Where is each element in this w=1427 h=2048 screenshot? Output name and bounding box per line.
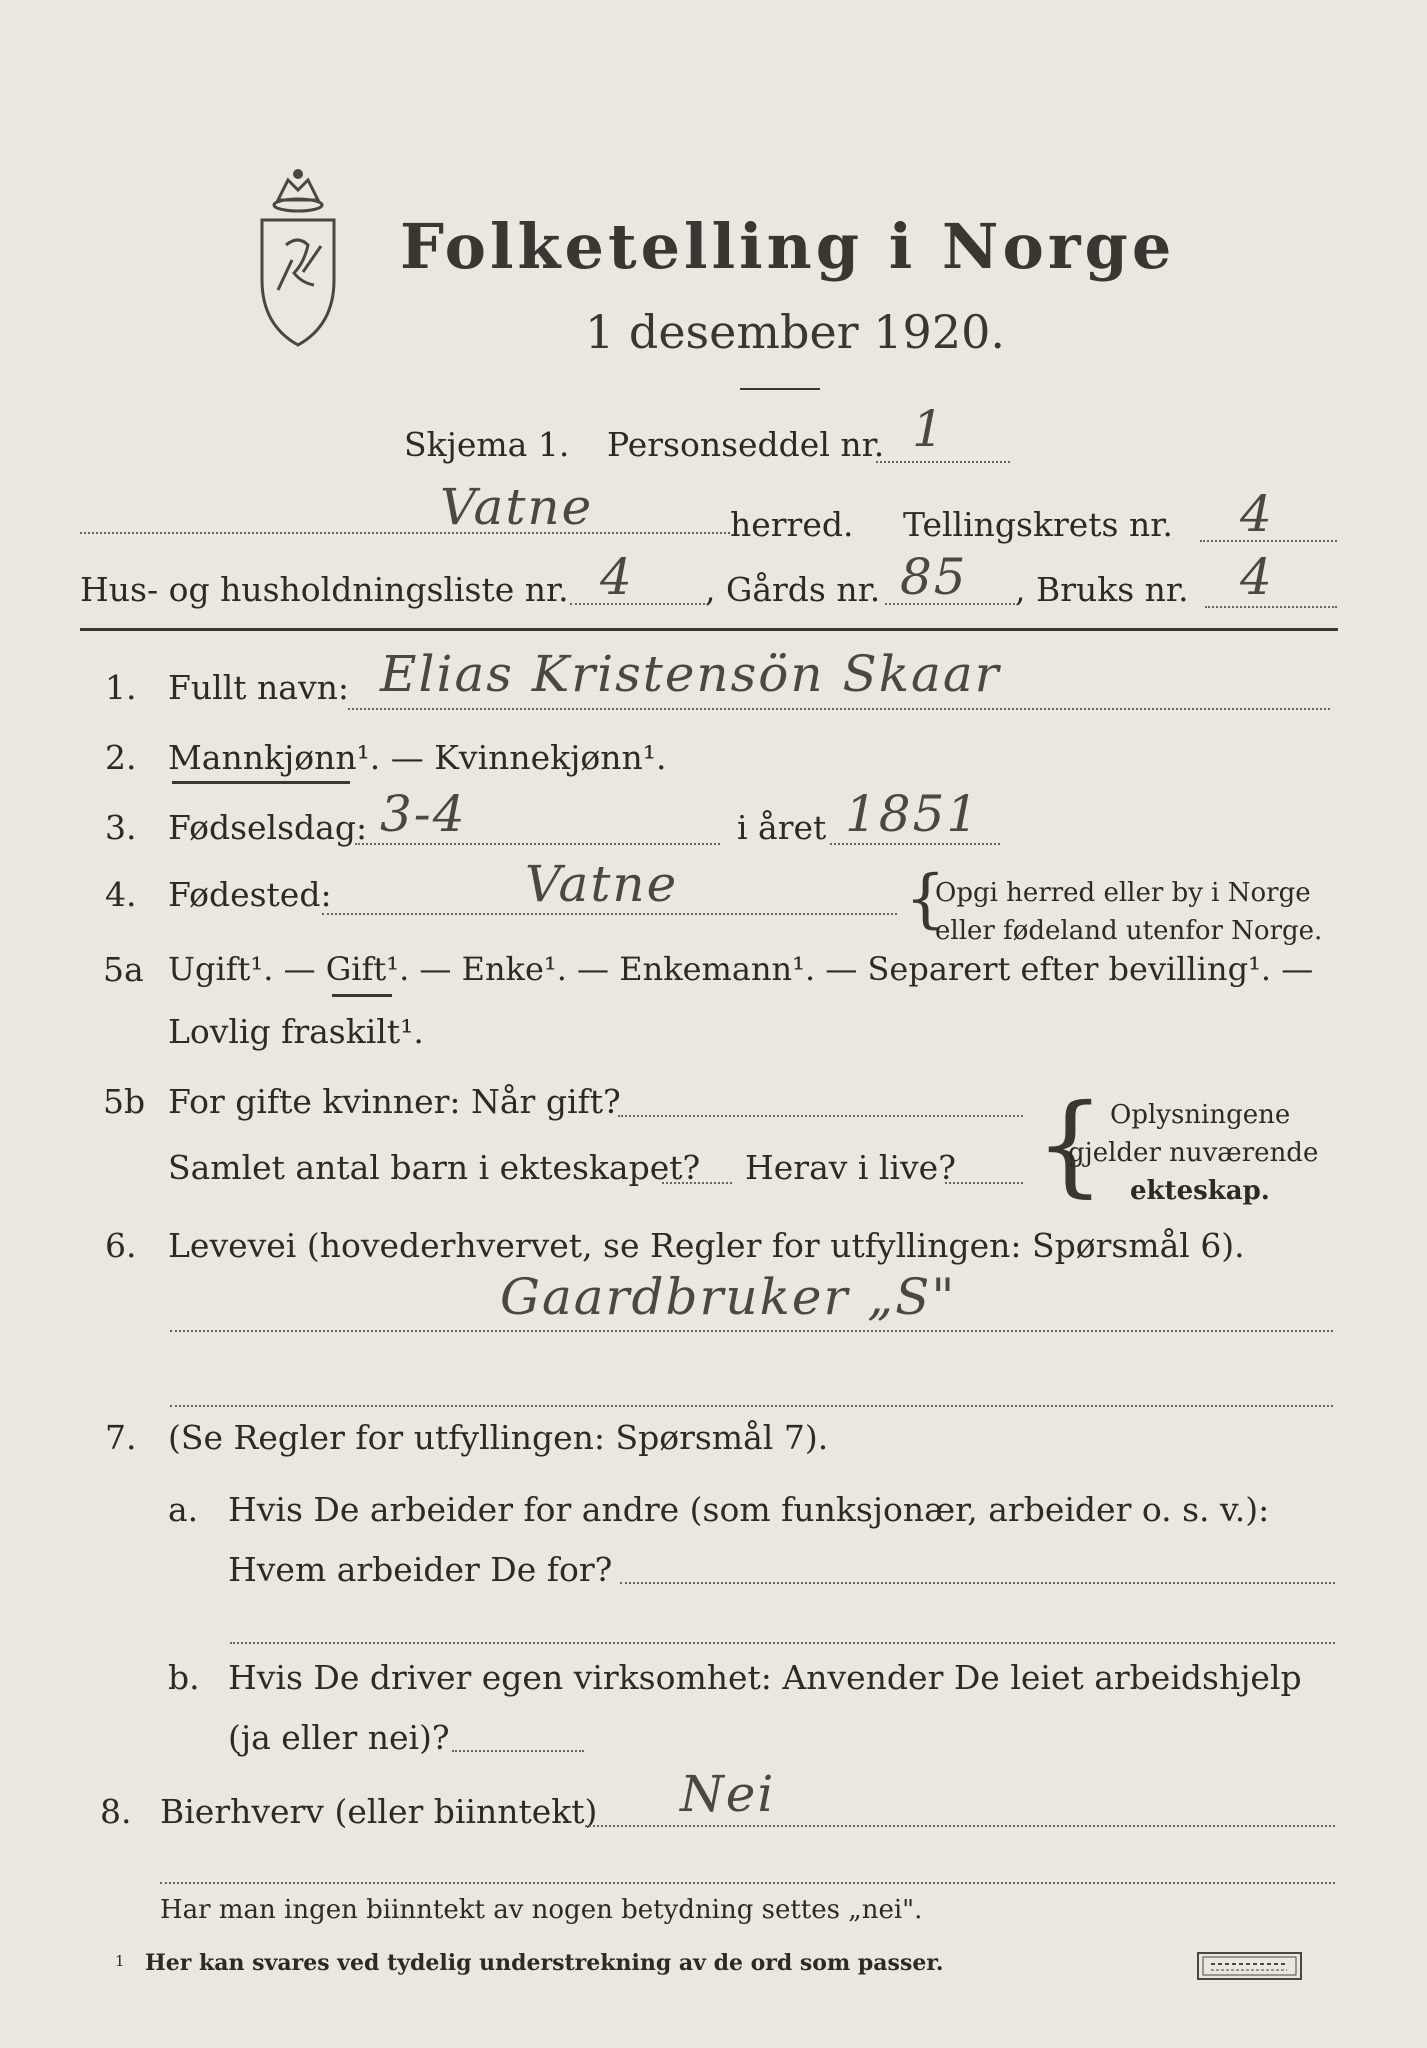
header-divider — [80, 628, 1338, 631]
bruks-label: , Bruks nr. — [1015, 570, 1189, 609]
year-line — [830, 843, 1000, 845]
hus-label: Hus- og husholdningsliste nr. — [80, 570, 569, 609]
q7a-answer-line-1 — [620, 1582, 1335, 1584]
mannkjonn-underline — [172, 781, 350, 784]
q7b-letter: b. — [168, 1658, 200, 1697]
q7a-answer-line-2 — [230, 1642, 1335, 1644]
occupation-value[interactable]: Gaardbruker „S" — [500, 1268, 957, 1326]
q7b-line-1: Hvis De driver egen virksomhet: Anvender De leiet arbeidshjelp — [228, 1658, 1302, 1697]
q5b-note-3: ekteskap. — [1130, 1176, 1270, 1206]
q3-label: Fødselsdag: — [168, 808, 368, 847]
q6-label: Levevei (hovederhvervet, se Regler for utfyllingen: Spørsmål 6). — [168, 1226, 1245, 1265]
coat-of-arms-icon — [248, 160, 348, 350]
footnote-mark: 1 — [115, 1952, 125, 1970]
tellingskrets-value[interactable]: 4 — [1240, 485, 1274, 543]
q8-number: 8. — [100, 1792, 132, 1831]
q4-line — [322, 913, 897, 915]
q8-line-2 — [160, 1882, 1335, 1884]
gards-value[interactable]: 85 — [900, 548, 968, 606]
q4-brace: { — [905, 862, 946, 936]
q5b-married-line — [618, 1115, 1023, 1117]
q5a-line-2: Lovlig fraskilt¹. — [168, 1012, 424, 1051]
q7b-answer-line — [452, 1750, 584, 1752]
q5a-number: 5a — [103, 950, 144, 989]
printer-stamp-icon — [1197, 1952, 1302, 1980]
q7-number: 7. — [105, 1418, 137, 1457]
q4-label: Fødested: — [168, 875, 332, 914]
q8-label: Bierhverv (eller biinntekt) — [160, 1792, 598, 1831]
q4-note-1: Opgi herred eller by i Norge — [935, 878, 1311, 908]
tellingskrets-label: Tellingskrets nr. — [903, 505, 1173, 544]
q5b-number: 5b — [103, 1082, 146, 1121]
q2-label: Mannkjønn¹. — Kvinnekjønn¹. — [168, 738, 667, 777]
gift-underline — [332, 994, 392, 997]
bruks-value[interactable]: 4 — [1240, 548, 1274, 606]
q5b-alive-line — [945, 1182, 1023, 1184]
q3-line — [355, 843, 720, 845]
herred-value[interactable]: Vatne — [440, 478, 594, 536]
q7a-line-2: Hvem arbeider De for? — [228, 1550, 613, 1589]
q2-number: 2. — [105, 738, 137, 777]
q4-note-2: eller fødeland utenfor Norge. — [935, 916, 1323, 946]
q3-number: 3. — [105, 808, 137, 847]
q6-line-2 — [170, 1405, 1333, 1407]
birth-year-value[interactable]: 1851 — [845, 785, 981, 843]
footer-note: Har man ingen biinntekt av nogen betydning settes „nei". — [160, 1895, 923, 1925]
q5b-note-1: Oplysningene — [1110, 1100, 1291, 1130]
q5b-note-2: gjelder nuværende — [1068, 1138, 1319, 1168]
year-label: i året — [737, 808, 827, 847]
q8-line-1 — [585, 1825, 1335, 1827]
q7b-line-2: (ja eller nei)? — [228, 1718, 450, 1757]
birthdate-value[interactable]: 3-4 — [380, 785, 467, 843]
herred-line — [80, 532, 730, 534]
full-name-value[interactable]: Elias Kristensön Skaar — [380, 645, 1001, 703]
personseddel-line — [876, 461, 1010, 463]
census-date: 1 desember 1920. — [585, 305, 1005, 359]
herred-label: herred. — [730, 505, 854, 544]
hus-value[interactable]: 4 — [600, 548, 634, 606]
q7-label: (Se Regler for utfyllingen: Spørsmål 7). — [168, 1418, 829, 1457]
skjema-label: Skjema 1. — [404, 425, 570, 464]
q6-line-1 — [170, 1330, 1333, 1332]
q7a-letter: a. — [168, 1490, 199, 1529]
form-title: Folketelling i Norge — [400, 210, 1176, 283]
personseddel-label: Personseddel nr. — [607, 425, 885, 464]
q5b-line-1: For gifte kvinner: Når gift? — [168, 1082, 621, 1121]
hus-line — [570, 603, 705, 605]
q1-number: 1. — [105, 668, 137, 707]
q1-label: Fullt navn: — [168, 668, 349, 707]
title-divider — [740, 388, 820, 390]
q5b-children-line — [662, 1182, 732, 1184]
footnote-text: Her kan svares ved tydelig understrekning av de ord som passer. — [145, 1950, 944, 1976]
bruks-line — [1205, 606, 1337, 608]
q5b-alive-label: Herav i live? — [745, 1148, 956, 1187]
q5a-line-1: Ugift¹. — Gift¹. — Enke¹. — Enkemann¹. — Separert efter bevilling¹. — — [168, 950, 1314, 988]
personseddel-value[interactable]: 1 — [912, 400, 946, 458]
birthplace-value[interactable]: Vatne — [525, 855, 679, 913]
q5b-children-label: Samlet antal barn i ekteskapet? — [168, 1148, 701, 1187]
q5b-brace: { — [1035, 1080, 1105, 1208]
q6-number: 6. — [105, 1226, 137, 1265]
side-income-value[interactable]: Nei — [680, 1765, 776, 1823]
q7a-line-1: Hvis De arbeider for andre (som funksjonær, arbeider o. s. v.): — [228, 1490, 1270, 1529]
gards-label: , Gårds nr. — [705, 570, 881, 609]
q1-line — [348, 708, 1330, 710]
q4-number: 4. — [105, 875, 137, 914]
